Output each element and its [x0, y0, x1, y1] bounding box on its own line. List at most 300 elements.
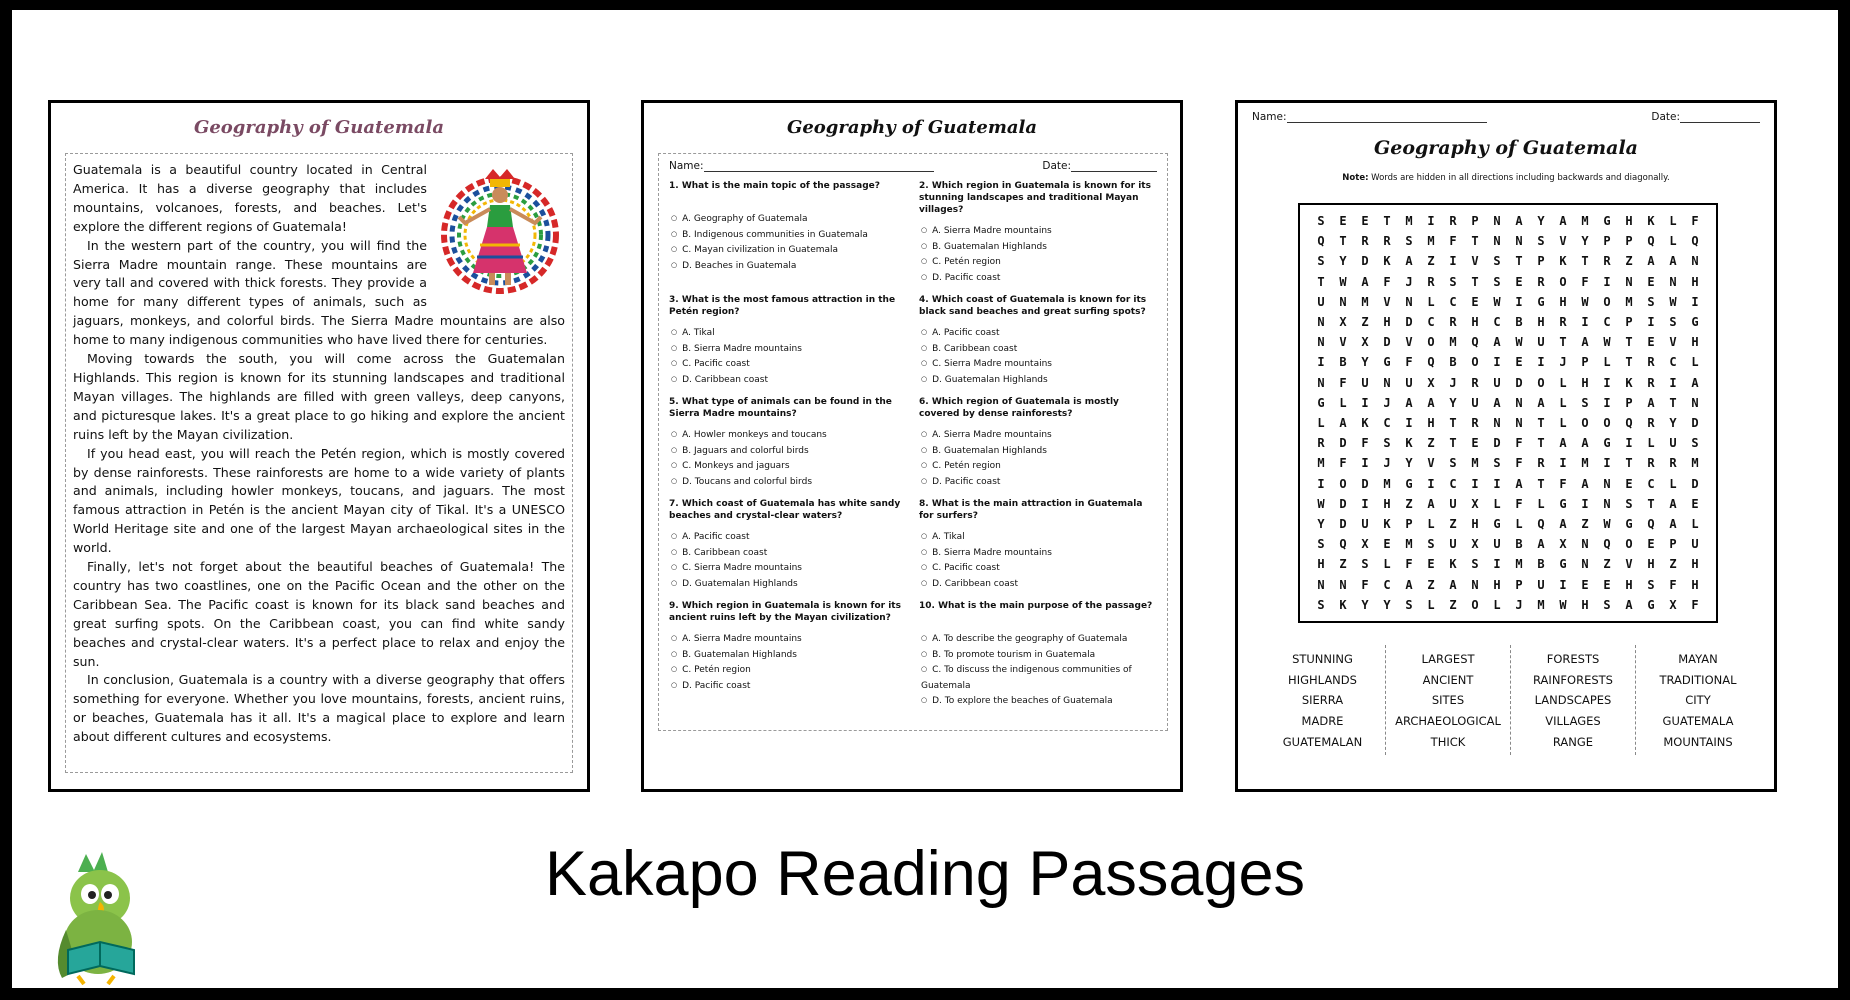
grid-letter[interactable]: Q	[1647, 234, 1655, 249]
grid-letter[interactable]: M	[1471, 456, 1479, 471]
grid-letter[interactable]: D	[1405, 315, 1413, 330]
grid-letter[interactable]: A	[1537, 395, 1545, 410]
grid-letter[interactable]: A	[1405, 395, 1413, 410]
grid-letter[interactable]: O	[1427, 335, 1435, 350]
grid-letter[interactable]: M	[1361, 294, 1369, 309]
grid-letter[interactable]: Y	[1339, 254, 1347, 269]
answer-option[interactable]: ○ C. Petén region	[919, 459, 1157, 475]
grid-letter[interactable]: S	[1405, 597, 1413, 612]
grid-letter[interactable]: J	[1383, 456, 1391, 471]
grid-letter[interactable]: F	[1361, 577, 1369, 592]
grid-letter[interactable]: C	[1647, 476, 1655, 491]
grid-letter[interactable]: C	[1603, 315, 1611, 330]
grid-letter[interactable]: I	[1603, 395, 1611, 410]
grid-letter[interactable]: B	[1449, 355, 1457, 370]
answer-option[interactable]: ○ C. Monkeys and jaguars	[669, 459, 907, 475]
grid-letter[interactable]: O	[1603, 416, 1611, 431]
grid-letter[interactable]: D	[1515, 375, 1523, 390]
grid-letter[interactable]: T	[1669, 395, 1677, 410]
grid-letter[interactable]: F	[1691, 214, 1699, 229]
grid-letter[interactable]: X	[1471, 537, 1479, 552]
answer-option[interactable]: ○ B. Indigenous communities in Guatemala	[669, 228, 907, 244]
grid-letter[interactable]: S	[1383, 436, 1391, 451]
grid-letter[interactable]: I	[1317, 355, 1325, 370]
grid-letter[interactable]: H	[1625, 577, 1633, 592]
answer-option[interactable]: ○ D. To explore the beaches of Guatemala	[919, 694, 1157, 710]
grid-letter[interactable]: P	[1669, 537, 1677, 552]
answer-option[interactable]: ○ C. To discuss the indigenous communities of Guatemala	[919, 663, 1157, 694]
grid-letter[interactable]: C	[1383, 577, 1391, 592]
grid-letter[interactable]: M	[1405, 537, 1413, 552]
grid-letter[interactable]: V	[1669, 335, 1677, 350]
grid-letter[interactable]: I	[1493, 476, 1501, 491]
answer-option[interactable]: ○ B. Sierra Madre mountains	[669, 342, 907, 358]
grid-letter[interactable]: I	[1493, 355, 1501, 370]
grid-letter[interactable]: D	[1691, 416, 1699, 431]
grid-letter[interactable]: L	[1427, 517, 1435, 532]
grid-letter[interactable]: K	[1647, 214, 1655, 229]
grid-letter[interactable]: R	[1603, 254, 1611, 269]
grid-letter[interactable]: Q	[1427, 355, 1435, 370]
grid-letter[interactable]: Q	[1317, 234, 1325, 249]
answer-option[interactable]: ○ B. Guatemalan Highlands	[919, 240, 1157, 256]
grid-letter[interactable]: N	[1317, 315, 1325, 330]
grid-letter[interactable]: O	[1581, 416, 1589, 431]
grid-letter[interactable]: L	[1669, 214, 1677, 229]
grid-letter[interactable]: L	[1383, 557, 1391, 572]
grid-letter[interactable]: D	[1691, 476, 1699, 491]
grid-letter[interactable]: U	[1493, 375, 1501, 390]
grid-letter[interactable]: H	[1691, 557, 1699, 572]
grid-letter[interactable]: I	[1361, 496, 1369, 511]
grid-letter[interactable]: K	[1449, 557, 1457, 572]
grid-letter[interactable]: C	[1493, 315, 1501, 330]
grid-letter[interactable]: V	[1625, 557, 1633, 572]
grid-letter[interactable]: S	[1581, 395, 1589, 410]
grid-letter[interactable]: I	[1405, 416, 1413, 431]
grid-letter[interactable]: E	[1647, 335, 1655, 350]
grid-letter[interactable]: G	[1603, 214, 1611, 229]
grid-letter[interactable]: S	[1537, 234, 1545, 249]
grid-letter[interactable]: M	[1515, 557, 1523, 572]
grid-letter[interactable]: N	[1603, 476, 1611, 491]
answer-option[interactable]: ○ B. Guatemalan Highlands	[669, 648, 907, 664]
grid-letter[interactable]: N	[1625, 274, 1633, 289]
answer-option[interactable]: ○ C. Sierra Madre mountains	[919, 357, 1157, 373]
grid-letter[interactable]: Z	[1449, 597, 1457, 612]
grid-letter[interactable]: Z	[1427, 436, 1435, 451]
answer-option[interactable]: ○ D. Beaches in Guatemala	[669, 259, 907, 275]
grid-letter[interactable]: A	[1427, 496, 1435, 511]
grid-letter[interactable]: D	[1361, 254, 1369, 269]
grid-letter[interactable]: Y	[1317, 517, 1325, 532]
grid-letter[interactable]: N	[1581, 557, 1589, 572]
answer-option[interactable]: ○ A. Tikal	[919, 530, 1157, 546]
grid-letter[interactable]: P	[1625, 395, 1633, 410]
grid-letter[interactable]: I	[1537, 355, 1545, 370]
grid-letter[interactable]: G	[1559, 557, 1567, 572]
grid-letter[interactable]: O	[1603, 294, 1611, 309]
grid-letter[interactable]: I	[1493, 557, 1501, 572]
grid-letter[interactable]: A	[1493, 335, 1501, 350]
grid-letter[interactable]: R	[1361, 234, 1369, 249]
grid-letter[interactable]: H	[1625, 214, 1633, 229]
grid-letter[interactable]: Z	[1581, 517, 1589, 532]
grid-letter[interactable]: T	[1449, 436, 1457, 451]
grid-letter[interactable]: X	[1669, 597, 1677, 612]
grid-letter[interactable]: W	[1317, 496, 1325, 511]
grid-letter[interactable]: L	[1691, 355, 1699, 370]
grid-letter[interactable]: K	[1339, 597, 1347, 612]
grid-letter[interactable]: H	[1581, 375, 1589, 390]
answer-option[interactable]: ○ D. Caribbean coast	[919, 577, 1157, 593]
grid-letter[interactable]: M	[1383, 476, 1391, 491]
grid-letter[interactable]: N	[1405, 294, 1413, 309]
grid-letter[interactable]: M	[1427, 234, 1435, 249]
grid-letter[interactable]: X	[1427, 375, 1435, 390]
grid-letter[interactable]: T	[1559, 335, 1567, 350]
grid-letter[interactable]: L	[1691, 517, 1699, 532]
grid-letter[interactable]: H	[1647, 557, 1655, 572]
grid-letter[interactable]: A	[1691, 375, 1699, 390]
grid-letter[interactable]: Z	[1339, 557, 1347, 572]
grid-letter[interactable]: A	[1647, 254, 1655, 269]
grid-letter[interactable]: I	[1581, 496, 1589, 511]
grid-letter[interactable]: N	[1515, 395, 1523, 410]
grid-letter[interactable]: N	[1493, 234, 1501, 249]
grid-letter[interactable]: M	[1449, 335, 1457, 350]
grid-letter[interactable]: M	[1625, 294, 1633, 309]
grid-letter[interactable]: O	[1339, 476, 1347, 491]
grid-letter[interactable]: U	[1449, 537, 1457, 552]
grid-letter[interactable]: A	[1405, 254, 1413, 269]
grid-letter[interactable]: S	[1317, 537, 1325, 552]
grid-letter[interactable]: W	[1603, 335, 1611, 350]
grid-letter[interactable]: N	[1691, 254, 1699, 269]
grid-letter[interactable]: T	[1625, 355, 1633, 370]
grid-letter[interactable]: R	[1647, 355, 1655, 370]
grid-letter[interactable]: V	[1405, 335, 1413, 350]
grid-letter[interactable]: R	[1537, 456, 1545, 471]
grid-letter[interactable]: Z	[1427, 577, 1435, 592]
answer-option[interactable]: ○ C. Petén region	[919, 255, 1157, 271]
grid-letter[interactable]: G	[1405, 476, 1413, 491]
grid-letter[interactable]: I	[1427, 214, 1435, 229]
answer-option[interactable]: ○ D. Caribbean coast	[669, 373, 907, 389]
grid-letter[interactable]: A	[1515, 214, 1523, 229]
grid-letter[interactable]: E	[1427, 557, 1435, 572]
grid-letter[interactable]: R	[1647, 375, 1655, 390]
grid-letter[interactable]: X	[1361, 335, 1369, 350]
grid-letter[interactable]: H	[1427, 416, 1435, 431]
grid-letter[interactable]: S	[1427, 537, 1435, 552]
grid-letter[interactable]: S	[1317, 214, 1325, 229]
grid-letter[interactable]: U	[1449, 496, 1457, 511]
grid-letter[interactable]: L	[1559, 416, 1567, 431]
answer-option[interactable]: ○ B. Sierra Madre mountains	[919, 546, 1157, 562]
grid-letter[interactable]: N	[1493, 214, 1501, 229]
grid-letter[interactable]: A	[1339, 416, 1347, 431]
grid-letter[interactable]: B	[1339, 355, 1347, 370]
answer-option[interactable]: ○ D. Guatemalan Highlands	[919, 373, 1157, 389]
grid-letter[interactable]: E	[1339, 214, 1347, 229]
grid-letter[interactable]: G	[1603, 436, 1611, 451]
grid-letter[interactable]: S	[1405, 234, 1413, 249]
grid-letter[interactable]: F	[1691, 597, 1699, 612]
grid-letter[interactable]: E	[1603, 577, 1611, 592]
answer-option[interactable]: ○ B. Guatemalan Highlands	[919, 444, 1157, 460]
grid-letter[interactable]: V	[1427, 456, 1435, 471]
answer-option[interactable]: ○ B. Caribbean coast	[919, 342, 1157, 358]
grid-letter[interactable]: H	[1383, 315, 1391, 330]
grid-letter[interactable]: I	[1515, 294, 1523, 309]
grid-letter[interactable]: N	[1691, 395, 1699, 410]
grid-letter[interactable]: U	[1361, 517, 1369, 532]
grid-letter[interactable]: I	[1361, 456, 1369, 471]
grid-letter[interactable]: A	[1427, 395, 1435, 410]
grid-letter[interactable]: T	[1383, 214, 1391, 229]
grid-letter[interactable]: G	[1537, 294, 1545, 309]
grid-letter[interactable]: Q	[1471, 335, 1479, 350]
grid-letter[interactable]: B	[1537, 557, 1545, 572]
grid-letter[interactable]: O	[1537, 375, 1545, 390]
grid-letter[interactable]: V	[1383, 294, 1391, 309]
grid-letter[interactable]: L	[1559, 395, 1567, 410]
grid-letter[interactable]: S	[1625, 496, 1633, 511]
grid-letter[interactable]: F	[1405, 355, 1413, 370]
grid-letter[interactable]: X	[1339, 315, 1347, 330]
grid-letter[interactable]: W	[1339, 274, 1347, 289]
grid-letter[interactable]: I	[1581, 315, 1589, 330]
grid-letter[interactable]: L	[1669, 476, 1677, 491]
grid-letter[interactable]: S	[1493, 456, 1501, 471]
grid-letter[interactable]: A	[1647, 395, 1655, 410]
answer-option[interactable]: ○ C. Pacific coast	[919, 561, 1157, 577]
grid-letter[interactable]: L	[1647, 436, 1655, 451]
grid-letter[interactable]: T	[1537, 416, 1545, 431]
grid-letter[interactable]: F	[1405, 557, 1413, 572]
grid-letter[interactable]: I	[1361, 395, 1369, 410]
grid-letter[interactable]: Z	[1603, 557, 1611, 572]
grid-letter[interactable]: F	[1361, 436, 1369, 451]
grid-letter[interactable]: K	[1405, 436, 1413, 451]
grid-letter[interactable]: S	[1449, 456, 1457, 471]
grid-letter[interactable]: N	[1471, 577, 1479, 592]
grid-letter[interactable]: A	[1559, 214, 1567, 229]
grid-letter[interactable]: H	[1317, 557, 1325, 572]
grid-letter[interactable]: M	[1581, 214, 1589, 229]
grid-letter[interactable]: D	[1493, 436, 1501, 451]
grid-letter[interactable]: Z	[1449, 517, 1457, 532]
grid-letter[interactable]: E	[1383, 537, 1391, 552]
grid-letter[interactable]: W	[1559, 597, 1567, 612]
grid-letter[interactable]: A	[1515, 476, 1523, 491]
answer-option[interactable]: ○ C. Pacific coast	[669, 357, 907, 373]
grid-letter[interactable]: E	[1625, 476, 1633, 491]
grid-letter[interactable]: X	[1559, 537, 1567, 552]
grid-letter[interactable]: F	[1383, 274, 1391, 289]
grid-letter[interactable]: F	[1515, 436, 1523, 451]
grid-letter[interactable]: F	[1449, 234, 1457, 249]
answer-option[interactable]: ○ A. To describe the geography of Guatemala	[919, 632, 1157, 648]
grid-letter[interactable]: Q	[1647, 517, 1655, 532]
grid-letter[interactable]: S	[1317, 254, 1325, 269]
grid-letter[interactable]: Y	[1581, 234, 1589, 249]
grid-letter[interactable]: K	[1361, 416, 1369, 431]
grid-letter[interactable]: T	[1317, 274, 1325, 289]
grid-letter[interactable]: U	[1471, 395, 1479, 410]
grid-letter[interactable]: K	[1383, 517, 1391, 532]
grid-letter[interactable]: A	[1669, 517, 1677, 532]
grid-letter[interactable]: A	[1669, 254, 1677, 269]
grid-letter[interactable]: E	[1471, 436, 1479, 451]
grid-letter[interactable]: R	[1669, 456, 1677, 471]
grid-letter[interactable]: S	[1317, 597, 1325, 612]
grid-letter[interactable]: P	[1581, 355, 1589, 370]
grid-letter[interactable]: I	[1603, 456, 1611, 471]
grid-letter[interactable]: Z	[1361, 315, 1369, 330]
grid-letter[interactable]: G	[1625, 517, 1633, 532]
grid-letter[interactable]: L	[1317, 416, 1325, 431]
grid-letter[interactable]: F	[1515, 496, 1523, 511]
grid-letter[interactable]: P	[1405, 517, 1413, 532]
grid-letter[interactable]: U	[1669, 436, 1677, 451]
grid-letter[interactable]: L	[1427, 597, 1435, 612]
grid-letter[interactable]: P	[1603, 234, 1611, 249]
grid-letter[interactable]: S	[1471, 557, 1479, 572]
grid-letter[interactable]: W	[1669, 294, 1677, 309]
grid-letter[interactable]: R	[1471, 416, 1479, 431]
grid-letter[interactable]: O	[1471, 355, 1479, 370]
grid-letter[interactable]: I	[1603, 274, 1611, 289]
grid-letter[interactable]: K	[1625, 375, 1633, 390]
grid-letter[interactable]: E	[1647, 537, 1655, 552]
grid-letter[interactable]: W	[1493, 294, 1501, 309]
grid-letter[interactable]: W	[1603, 517, 1611, 532]
grid-letter[interactable]: L	[1603, 355, 1611, 370]
grid-letter[interactable]: Y	[1383, 597, 1391, 612]
grid-letter[interactable]: T	[1515, 254, 1523, 269]
grid-letter[interactable]: R	[1647, 456, 1655, 471]
grid-letter[interactable]: L	[1493, 597, 1501, 612]
grid-letter[interactable]: P	[1515, 577, 1523, 592]
grid-letter[interactable]: M	[1317, 456, 1325, 471]
grid-letter[interactable]: G	[1383, 355, 1391, 370]
answer-option[interactable]: ○ D. Pacific coast	[919, 271, 1157, 287]
grid-letter[interactable]: G	[1317, 395, 1325, 410]
grid-letter[interactable]: S	[1449, 274, 1457, 289]
grid-letter[interactable]: H	[1691, 274, 1699, 289]
answer-option[interactable]: ○ D. Pacific coast	[669, 679, 907, 695]
grid-letter[interactable]: U	[1537, 335, 1545, 350]
answer-option[interactable]: ○ A. Howler monkeys and toucans	[669, 428, 907, 444]
grid-letter[interactable]: E	[1515, 274, 1523, 289]
grid-letter[interactable]: E	[1471, 294, 1479, 309]
grid-letter[interactable]: T	[1471, 234, 1479, 249]
answer-option[interactable]: ○ A. Sierra Madre mountains	[919, 224, 1157, 240]
grid-letter[interactable]: Y	[1449, 395, 1457, 410]
grid-letter[interactable]: E	[1361, 214, 1369, 229]
grid-letter[interactable]: H	[1691, 335, 1699, 350]
grid-letter[interactable]: G	[1493, 517, 1501, 532]
answer-option[interactable]: ○ C. Sierra Madre mountains	[669, 561, 907, 577]
grid-letter[interactable]: L	[1537, 496, 1545, 511]
grid-letter[interactable]: H	[1493, 577, 1501, 592]
answer-option[interactable]: ○ A. Tikal	[669, 326, 907, 342]
grid-letter[interactable]: N	[1339, 577, 1347, 592]
grid-letter[interactable]: Z	[1427, 254, 1435, 269]
answer-option[interactable]: ○ C. Petén region	[669, 663, 907, 679]
grid-letter[interactable]: T	[1625, 335, 1633, 350]
grid-letter[interactable]: T	[1471, 274, 1479, 289]
grid-letter[interactable]: T	[1625, 456, 1633, 471]
grid-letter[interactable]: Y	[1361, 355, 1369, 370]
grid-letter[interactable]: T	[1449, 416, 1457, 431]
grid-letter[interactable]: G	[1559, 496, 1567, 511]
grid-letter[interactable]: E	[1515, 355, 1523, 370]
grid-letter[interactable]: R	[1317, 436, 1325, 451]
grid-letter[interactable]: A	[1581, 476, 1589, 491]
grid-letter[interactable]: I	[1647, 315, 1655, 330]
grid-letter[interactable]: F	[1669, 577, 1677, 592]
grid-letter[interactable]: A	[1581, 335, 1589, 350]
grid-letter[interactable]: Y	[1405, 456, 1413, 471]
grid-letter[interactable]: R	[1449, 315, 1457, 330]
grid-letter[interactable]: H	[1581, 597, 1589, 612]
grid-letter[interactable]: T	[1537, 436, 1545, 451]
grid-letter[interactable]: I	[1691, 294, 1699, 309]
grid-letter[interactable]: A	[1449, 577, 1457, 592]
grid-letter[interactable]: R	[1471, 375, 1479, 390]
grid-letter[interactable]: A	[1405, 577, 1413, 592]
grid-letter[interactable]: I	[1317, 476, 1325, 491]
grid-letter[interactable]: A	[1669, 496, 1677, 511]
grid-letter[interactable]: A	[1361, 274, 1369, 289]
grid-letter[interactable]: E	[1647, 274, 1655, 289]
grid-letter[interactable]: U	[1405, 375, 1413, 390]
grid-letter[interactable]: I	[1625, 436, 1633, 451]
grid-letter[interactable]: O	[1471, 597, 1479, 612]
grid-letter[interactable]: U	[1493, 537, 1501, 552]
grid-letter[interactable]: M	[1581, 456, 1589, 471]
grid-letter[interactable]: K	[1559, 254, 1567, 269]
answer-option[interactable]: ○ A. Sierra Madre mountains	[919, 428, 1157, 444]
grid-letter[interactable]: A	[1493, 395, 1501, 410]
grid-letter[interactable]: P	[1471, 214, 1479, 229]
grid-letter[interactable]: C	[1449, 476, 1457, 491]
grid-letter[interactable]: N	[1515, 416, 1523, 431]
grid-letter[interactable]: M	[1537, 597, 1545, 612]
grid-letter[interactable]: S	[1361, 557, 1369, 572]
grid-letter[interactable]: I	[1603, 375, 1611, 390]
answer-option[interactable]: ○ B. Jaguars and colorful birds	[669, 444, 907, 460]
grid-letter[interactable]: W	[1581, 294, 1589, 309]
grid-letter[interactable]: F	[1515, 456, 1523, 471]
grid-letter[interactable]: K	[1383, 254, 1391, 269]
grid-letter[interactable]: S	[1647, 294, 1655, 309]
grid-letter[interactable]: D	[1383, 335, 1391, 350]
grid-letter[interactable]: N	[1493, 416, 1501, 431]
grid-letter[interactable]: C	[1669, 355, 1677, 370]
grid-letter[interactable]: U	[1537, 577, 1545, 592]
grid-letter[interactable]: X	[1471, 496, 1479, 511]
grid-letter[interactable]: M	[1691, 456, 1699, 471]
grid-letter[interactable]: G	[1647, 597, 1655, 612]
grid-letter[interactable]: N	[1317, 577, 1325, 592]
grid-letter[interactable]: H	[1559, 294, 1567, 309]
grid-letter[interactable]: S	[1493, 254, 1501, 269]
grid-letter[interactable]: I	[1559, 456, 1567, 471]
